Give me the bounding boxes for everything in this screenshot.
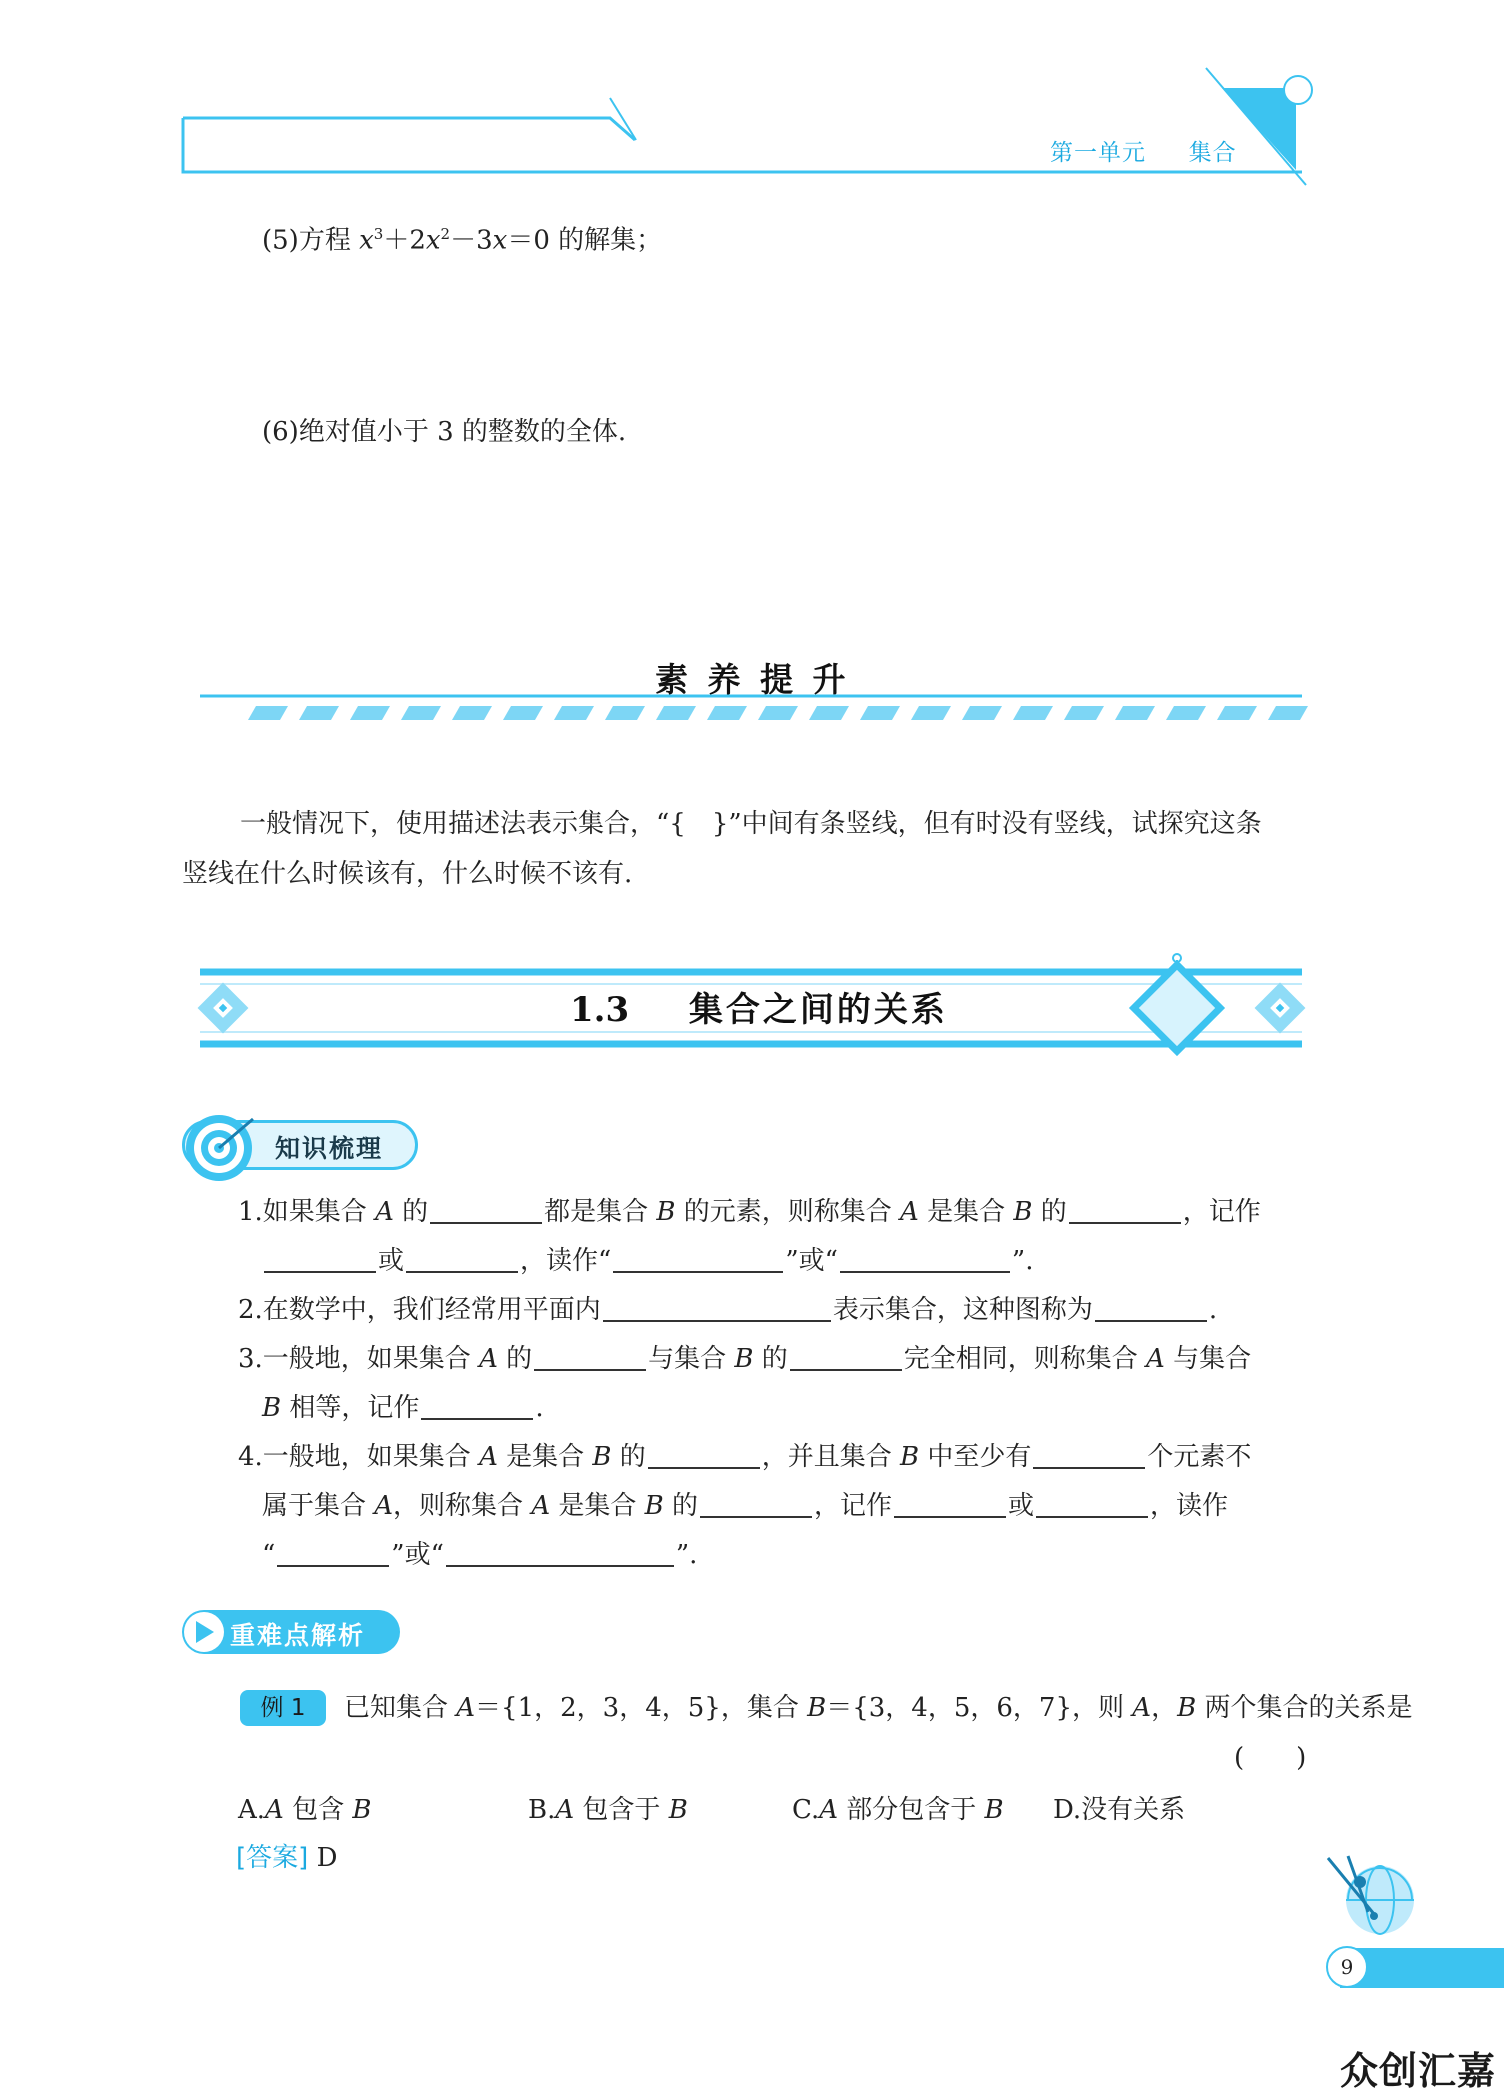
- zhishi-item1-line2: [262, 1237, 1033, 1285]
- opt-b-mid: 包含于: [574, 1795, 669, 1825]
- section-heading: 集合之间的关系: [688, 990, 948, 1030]
- blank-2-1[interactable]: [603, 1294, 831, 1322]
- stripe-segment: [656, 706, 696, 720]
- blank-1-1[interactable]: [430, 1196, 542, 1224]
- zhongnan-badge: [182, 1610, 400, 1654]
- zhishi-item3-line1: [238, 1335, 1251, 1383]
- opt-a-A: A: [265, 1795, 284, 1825]
- i4k: ，记作: [814, 1491, 893, 1521]
- stripe-segment: [503, 706, 543, 720]
- i4-B2: B: [900, 1442, 920, 1472]
- diamond-right: [1255, 983, 1306, 1034]
- i3a: 3.一般地，如果集合: [238, 1344, 480, 1374]
- stripe-segment: [248, 706, 288, 720]
- blank-1-2[interactable]: [1069, 1196, 1181, 1224]
- i3b: 的: [497, 1344, 533, 1374]
- i3-A2: A: [1146, 1344, 1165, 1374]
- opt-c-B: B: [984, 1795, 1004, 1825]
- diamond-left: [198, 983, 249, 1034]
- i2a: 2.在数学中，我们经常用平面内: [238, 1295, 601, 1325]
- i4c: 的: [611, 1442, 646, 1472]
- i3g: 相等，记作: [281, 1393, 420, 1423]
- q5-exp3: 3: [373, 225, 384, 243]
- stripe-segment: [962, 706, 1002, 720]
- i3e: 完全相同，则称集合: [903, 1344, 1147, 1374]
- eq-a: 已知集合: [344, 1693, 457, 1723]
- i4g: 属于集合: [262, 1491, 375, 1521]
- opt-b-B: B: [668, 1795, 688, 1825]
- q5-exp2: 2: [440, 225, 451, 243]
- blank-4-7[interactable]: [446, 1539, 674, 1567]
- i1-A1: A: [375, 1197, 394, 1227]
- suyang-line2: 竖线在什么时候该有，什么时候不该有.: [182, 859, 633, 889]
- option-d[interactable]: D.没有关系: [1053, 1795, 1186, 1825]
- i1a: 1.如果集合: [238, 1197, 376, 1227]
- eq-b: ＝{1，2，3，4，5}，集合: [475, 1693, 808, 1723]
- answer-value: D: [316, 1843, 338, 1873]
- i4-A3: A: [531, 1491, 551, 1521]
- section-title: [570, 982, 948, 1031]
- i3d: 的: [753, 1344, 788, 1374]
- i4j: 的: [663, 1491, 698, 1521]
- i1i: ，读作“: [520, 1246, 612, 1276]
- i4b: 是集合: [497, 1442, 593, 1472]
- stripe-segment: [707, 706, 747, 720]
- opt-b-pre: B.: [528, 1795, 556, 1825]
- i4n: “: [262, 1540, 276, 1570]
- header-unit-label: 第一单元: [1050, 140, 1146, 166]
- i4f: 个元素不: [1147, 1442, 1252, 1472]
- eq-B2: B: [1177, 1693, 1197, 1723]
- i3f: 与集合: [1164, 1344, 1252, 1374]
- eq-B: B: [807, 1693, 827, 1723]
- i1e: 是集合: [918, 1197, 1014, 1227]
- example-question: [344, 1684, 1412, 1732]
- blank-4-2[interactable]: [1033, 1441, 1145, 1469]
- opt-c-A: A: [819, 1795, 839, 1825]
- eq-c: ＝{3，4，5，6，7}，则: [826, 1693, 1133, 1723]
- stripe-segment: [299, 706, 339, 720]
- stripe-segment: [809, 706, 849, 720]
- stripe-segment: [1013, 706, 1053, 720]
- suyang-line1: 一般情况下，使用描述法表示集合，“{ }”中间有条竖线，但有时没有竖线，试探究这条: [240, 809, 1262, 839]
- stripe-segment: [350, 706, 390, 720]
- zhishi-item4-line2: [262, 1482, 1228, 1530]
- blank-4-4[interactable]: [894, 1490, 1006, 1518]
- blank-4-6[interactable]: [277, 1539, 389, 1567]
- opt-b-A: A: [555, 1795, 575, 1825]
- i3h: .: [535, 1393, 544, 1423]
- zhishi-item4-line1: [238, 1433, 1251, 1481]
- stripe-segment: [1268, 706, 1308, 720]
- i3c: 与集合: [648, 1344, 735, 1374]
- opt-a-pre: A.: [238, 1795, 266, 1825]
- stripe-segment: [1115, 706, 1155, 720]
- zhishi-item3-line2: [262, 1384, 544, 1432]
- blank-4-1[interactable]: [648, 1441, 760, 1469]
- i1k: ”.: [1011, 1246, 1034, 1276]
- stripe-segment: [554, 706, 594, 720]
- i1g: ，记作: [1182, 1197, 1261, 1227]
- stripe-segment: [452, 706, 492, 720]
- q5-mid2: －3: [450, 225, 493, 256]
- i3-B2: B: [262, 1393, 282, 1423]
- q5-mid1: ＋2: [383, 225, 426, 256]
- i3-B1: B: [734, 1344, 754, 1374]
- zhishi-badge: [182, 1120, 418, 1170]
- brand-watermark: 众创汇嘉: [1340, 2049, 1497, 2093]
- option-c[interactable]: [792, 1786, 1004, 1834]
- answer-paren[interactable]: ( ): [1234, 1743, 1307, 1773]
- q5-var2: x: [425, 225, 441, 256]
- i4-B3: B: [644, 1491, 664, 1521]
- i1d: 的元素，则称集合: [675, 1197, 901, 1227]
- target-icon: [179, 1109, 261, 1187]
- exercise-6: (6)绝对值小于 3 的整数的全体.: [262, 417, 627, 447]
- i4i: 是集合: [550, 1491, 645, 1521]
- section-number: 1.3: [570, 990, 630, 1030]
- i4o: ”或“: [391, 1540, 444, 1570]
- opt-a-mid: 包含: [283, 1795, 353, 1825]
- i1-B2: B: [1013, 1197, 1033, 1227]
- header-frame: [0, 0, 1504, 200]
- i2b: 表示集合，这种图称为: [832, 1295, 1093, 1325]
- opt-c-pre: C.: [792, 1795, 820, 1825]
- stripe-segment: [1217, 706, 1257, 720]
- stripe-segment: [401, 706, 441, 720]
- page-number: 9: [1340, 1955, 1354, 1979]
- i1-A2: A: [900, 1197, 919, 1227]
- i4p: ”.: [675, 1540, 698, 1570]
- i2c: .: [1208, 1295, 1218, 1325]
- i4-A1: A: [479, 1442, 498, 1472]
- i1c: 都是集合: [544, 1197, 657, 1227]
- suyang-divider: [0, 690, 1504, 730]
- eq-A: A: [456, 1693, 476, 1723]
- i1h: 或: [378, 1246, 405, 1276]
- q5-var3: x: [492, 225, 508, 256]
- blank-4-5[interactable]: [1036, 1490, 1148, 1518]
- suyang-title: 素 养 提 升: [655, 660, 850, 699]
- stripe-segment: [860, 706, 900, 720]
- blank-4-3[interactable]: [700, 1490, 812, 1518]
- stripe-segment: [1166, 706, 1206, 720]
- i4d: ，并且集合: [761, 1442, 901, 1472]
- blank-1-4[interactable]: [406, 1245, 518, 1273]
- i4-B1: B: [592, 1442, 612, 1472]
- blank-3-1[interactable]: [534, 1343, 646, 1371]
- exercise-5: [262, 210, 662, 265]
- blank-1-3[interactable]: [264, 1245, 376, 1273]
- opt-a-B: B: [352, 1795, 372, 1825]
- example-label: 例 1: [240, 1690, 326, 1726]
- compass-globe-icon: [1318, 1852, 1428, 1942]
- stripe-segment: [605, 706, 645, 720]
- stripe-segment: [758, 706, 798, 720]
- i3-A1: A: [479, 1344, 498, 1374]
- page-number-circle: [1326, 1946, 1368, 1988]
- stripe-segment: [1064, 706, 1104, 720]
- header-unit: [1050, 134, 1237, 167]
- answer-line: [236, 1834, 337, 1882]
- stripe-segment: [911, 706, 951, 720]
- option-b[interactable]: [528, 1786, 688, 1834]
- blank-1-6[interactable]: [840, 1245, 1010, 1273]
- zhishi-item2: [238, 1286, 1217, 1334]
- q5-var: x: [359, 225, 374, 256]
- i1-B1: B: [656, 1197, 676, 1227]
- blank-3-2[interactable]: [790, 1343, 902, 1371]
- eq-e: 两个集合的关系是: [1196, 1693, 1413, 1723]
- zhishi-item4-line3: [262, 1531, 697, 1579]
- q5-end: ＝0 的解集；: [507, 225, 663, 256]
- i4e: 中至少有: [919, 1442, 1032, 1472]
- answer-label: [答案]: [236, 1843, 309, 1873]
- i4m: ，读作: [1150, 1491, 1229, 1521]
- i4h: ，则称集合: [393, 1491, 532, 1521]
- zhishi-badge-label: 知识梳理: [275, 1134, 384, 1163]
- zhishi-item1-line1: [238, 1188, 1261, 1236]
- q5-prefix: (5)方程: [262, 225, 360, 256]
- blank-2-2[interactable]: [1095, 1294, 1207, 1322]
- option-a[interactable]: [238, 1786, 371, 1834]
- blank-1-5[interactable]: [613, 1245, 783, 1273]
- zhongnan-badge-label: 重难点解析: [230, 1621, 366, 1650]
- play-icon: [190, 1619, 218, 1645]
- i4a: 4.一般地，如果集合: [238, 1442, 480, 1472]
- i4l: 或: [1008, 1491, 1035, 1521]
- opt-c-mid: 部分包含于: [838, 1795, 985, 1825]
- i1b: 的: [393, 1197, 429, 1227]
- i1j: ”或“: [785, 1246, 838, 1276]
- header-topic: 集合: [1188, 140, 1237, 166]
- blank-3-3[interactable]: [421, 1392, 533, 1420]
- eq-A2: A: [1132, 1693, 1152, 1723]
- eq-d: ，: [1151, 1693, 1178, 1723]
- i1f: 的: [1032, 1197, 1067, 1227]
- i4-A2: A: [374, 1491, 394, 1521]
